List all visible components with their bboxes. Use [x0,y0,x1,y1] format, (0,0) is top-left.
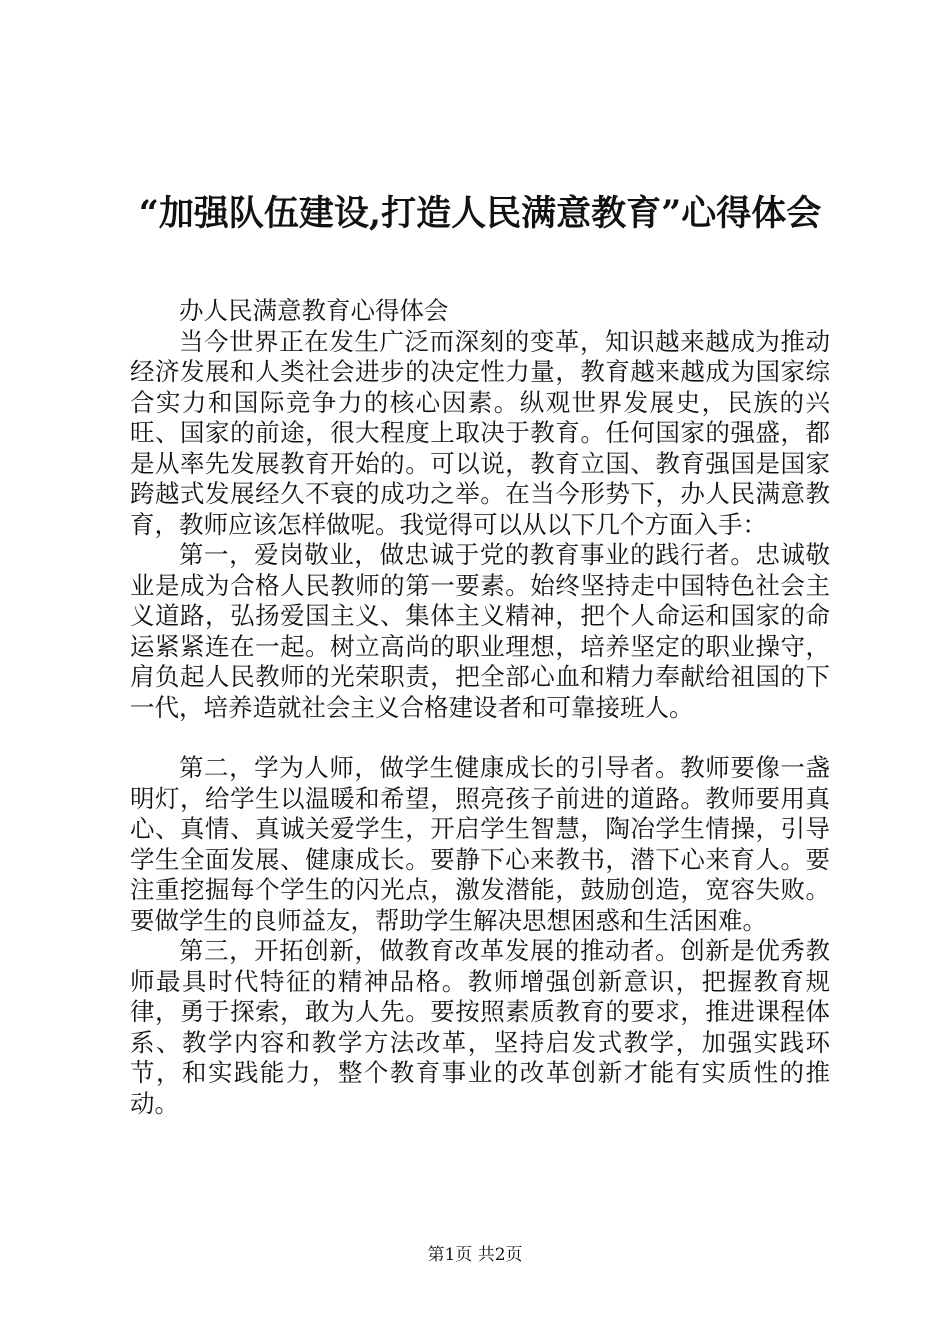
body-paragraph-first: 第一，爱岗敬业，做忠诚于党的教育事业的践行者。忠诚敬业是成为合格人民教师的第一要素。始终坚持走中国特色社会主义道路，弘扬爱国主义、集体主义精神，把个人命运和国家的命运紧紧连在一起。树立高尚的职业理想，培养坚定的职业操守，肩负起人民教师的光荣职责，把全部心血和精力奉献给祖国的下一代，培养造就社会主义合格建设者和可靠接班人。 [130,540,830,722]
body-paragraph-subtitle: 办人民满意教育心得体会 [179,296,449,325]
body-paragraph-third: 第三，开拓创新，做教育改革发展的推动者。创新是优秀教师最具时代特征的精神品格。教师增强创新意识，把握教育规律，勇于探索，敢为人先。要按照素质教育的要求，推进课程体系、教学内容和教学方法改革，坚持启发式教学，加强实践环节，和实践能力，整个教育事业的改革创新才能有实质性的推动。 [130,936,830,1118]
body-paragraph-intro: 当今世界正在发生广泛而深刻的变革，知识越来越成为推动经济发展和人类社会进步的决定性力量，教育越来越成为国家综合实力和国际竞争力的核心因素。纵观世界发展史，民族的兴旺、国家的前途，很大程度上取决于教育。任何国家的强盛，都是从率先发展教育开始的。可以说，教育立国、教育强国是国家跨越式发展经久不衰的成功之举。在当今形势下，办人民满意教育，教师应该怎样做呢。我觉得可以从以下几个方面入手： [130,326,830,539]
page-footer: 第1页 共2页 [427,1245,523,1265]
document-title: “加强队伍建设,打造人民满意教育”心得体会 [138,193,822,234]
document-body [130,296,830,1119]
body-paragraph-second: 第二，学为人师，做学生健康成长的引导者。教师要像一盏明灯，给学生以温暖和希望，照亮孩子前进的道路。教师要用真心、真情、真诚关爱学生，开启学生智慧，陶冶学生情操，引导学生全面发展、健康成长。要静下心来教书，潜下心来育人。要注重挖掘每个学生的闪光点，激发潜能，鼓励创造，宽容失败。要做学生的良师益友，帮助学生解决思想困惑和生活困难。 [130,753,830,935]
